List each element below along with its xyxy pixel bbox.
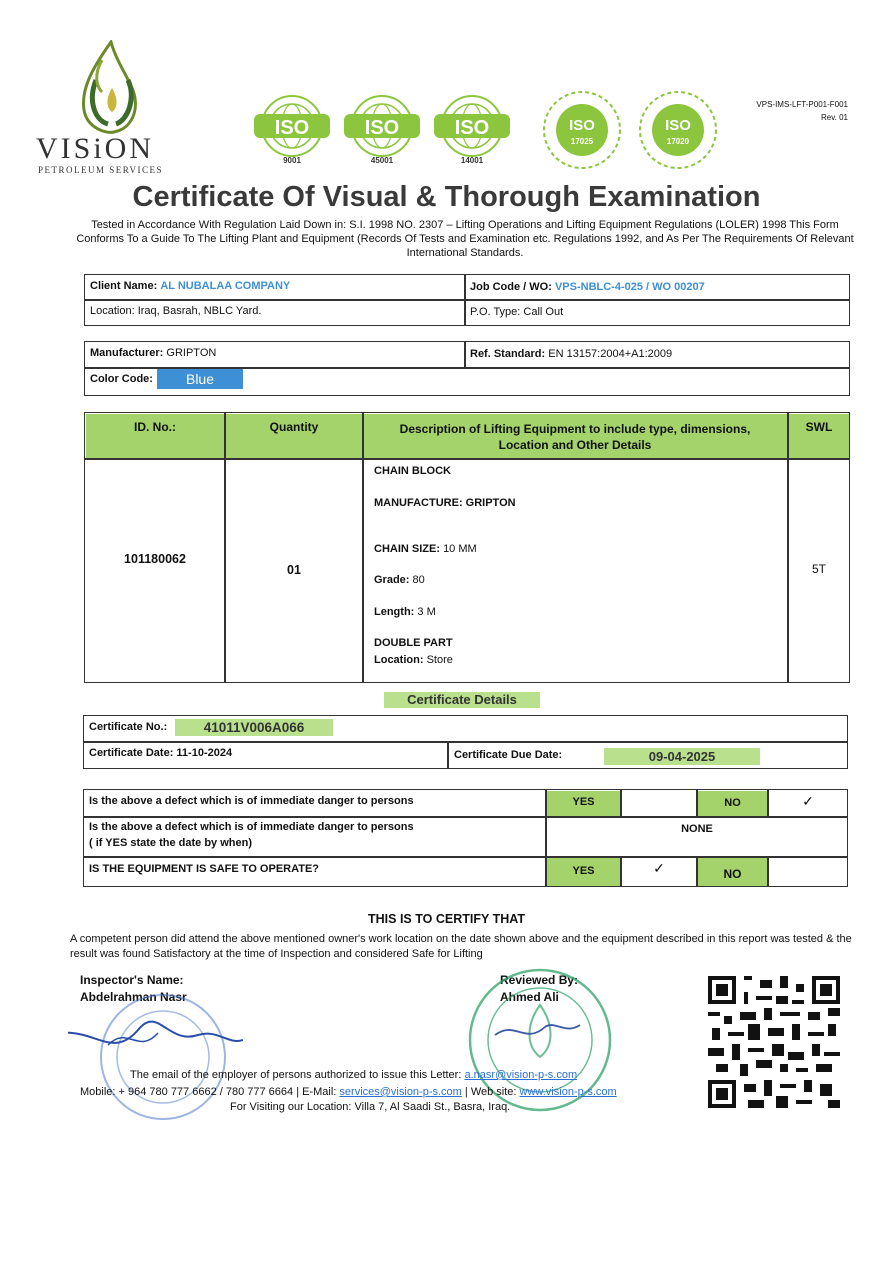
brand-name: VISiON xyxy=(36,132,155,165)
certificate-date-row xyxy=(89,747,232,759)
equipment-swl: 5T xyxy=(811,562,826,576)
iso-label: ISO xyxy=(364,117,400,139)
length-value: 3 M xyxy=(417,606,436,618)
certificate-no-label: Certificate No.: xyxy=(89,721,168,733)
iso-45001-badge xyxy=(340,88,424,172)
revision-text: Rev. 01 xyxy=(821,113,848,122)
certificate-no-value: 41011V006A066 xyxy=(175,719,333,736)
location-text: Location: Iraq, Basrah, NBLC Yard. xyxy=(90,305,262,317)
certificate-due-value: 09-04-2025 xyxy=(604,748,760,765)
q1-no-checkmark: ✓ xyxy=(802,793,814,809)
iso-globe-icon xyxy=(430,88,514,158)
doc-code-text: VPS-IMS-LFT-P001-F001 xyxy=(756,100,848,109)
certificate-date-label: Certificate Date: xyxy=(89,747,174,759)
inspector-email-link[interactable]: a.nasr@vision-p-s.com xyxy=(464,1069,578,1081)
q1-yes-label: YES xyxy=(572,796,595,808)
color-code-label: Color Code: xyxy=(90,373,153,385)
q3-yes-label: YES xyxy=(572,865,595,877)
iso-globe-icon xyxy=(250,88,334,158)
iso-label: ISO xyxy=(665,117,691,134)
equipment-quantity: 01 xyxy=(287,563,301,577)
header-swl: SWL xyxy=(805,420,833,434)
certificate-subtitle: Tested in Accordance With Regulation Laid Down in: S.I. 1998 NO. 2307 – Lifting Operations and Lifting Equipment Regulations (LOLER) 1998 This Form Conforms To a Guide To The Lifting Plant and Equipment (Records Of Tests and Examination etc. Regulations 1992, and As Per The Requirements Of Relevant International Standards. xyxy=(76,219,854,259)
mobile-text: Mobile: + 964 780 777 6662 / 780 777 6664 | E-Mail: xyxy=(80,1086,337,1098)
desc-location-label: Location: xyxy=(374,654,424,666)
iso-number: 14001 xyxy=(460,156,484,165)
chain-size-value: 10 MM xyxy=(443,543,477,555)
question-3: IS THE EQUIPMENT IS SAFE TO OPERATE? xyxy=(89,863,320,875)
certified-seal-icon xyxy=(636,88,720,172)
client-name-row xyxy=(90,280,290,292)
job-code-row xyxy=(470,281,705,293)
iso-label: ISO xyxy=(569,117,595,134)
desc-part: DOUBLE PART xyxy=(374,637,453,649)
header-id: ID. No.: xyxy=(134,420,176,434)
color-code-swatch: Blue xyxy=(157,369,243,389)
certify-title: THIS IS TO CERTIFY THAT xyxy=(368,912,525,926)
chain-size-label: CHAIN SIZE: xyxy=(374,543,440,555)
color-code-row xyxy=(90,373,153,385)
qr-code-icon xyxy=(708,976,840,1108)
contact-line xyxy=(80,1086,617,1098)
brand-subtitle: PETROLEUM SERVICES xyxy=(38,165,164,175)
manufacturer-value: GRIPTON xyxy=(166,347,217,359)
certified-seal-icon xyxy=(540,88,624,172)
header-quantity: Quantity xyxy=(269,420,319,434)
grade-value: 80 xyxy=(412,574,425,586)
ref-standard-label: Ref. Standard: xyxy=(470,348,546,360)
drop-leaf-logo-icon xyxy=(36,40,186,135)
reviewer-name: Ahmed Ali xyxy=(500,990,559,1004)
iso-label: ISO xyxy=(454,117,490,139)
iso-number: 9001 xyxy=(283,156,301,165)
desc-grade xyxy=(374,574,425,586)
desc-type: CHAIN BLOCK xyxy=(374,465,451,477)
certificate-date-value: 11-10-2024 xyxy=(176,747,233,759)
iso-number: 17020 xyxy=(666,137,690,146)
iso-number: 17025 xyxy=(570,137,594,146)
manufacturer-row xyxy=(90,347,216,359)
q3-no-label: NO xyxy=(723,867,742,881)
job-code-value: VPS-NBLC-4-025 / WO 00207 xyxy=(554,281,705,293)
iso-9001-badge xyxy=(250,88,334,172)
iso-label: ISO xyxy=(274,117,310,139)
document-code xyxy=(748,98,848,124)
certify-text: A competent person did attend the above mentioned owner's work location on the date shown above and the equipment described in this report was tested & the result was found Satisfactory at the time of Inspection and considered Safe for Lifting xyxy=(70,933,852,960)
email-authorization-line xyxy=(130,1069,577,1081)
question-2-answer: NONE xyxy=(681,823,713,835)
ref-standard-value: EN 13157:2004+A1:2009 xyxy=(548,348,673,360)
iso-17025-badge xyxy=(540,88,624,172)
visit-location-text: For Visiting our Location: Villa 7, Al Saadi St., Basra, Iraq. xyxy=(230,1101,511,1113)
grade-label: Grade: xyxy=(374,574,410,586)
desc-manufacture: MANUFACTURE: GRIPTON xyxy=(374,497,516,509)
desc-location xyxy=(374,654,453,666)
desc-chain-size xyxy=(374,543,477,555)
header-description: Description of Lifting Equipment to include type, dimensions, Location and Other Details xyxy=(399,422,751,452)
reviewer-label: Reviewed By: xyxy=(500,973,579,987)
inspector-stamp-icon xyxy=(68,985,243,1125)
web-label: | Web site: xyxy=(464,1086,517,1098)
website-link[interactable]: www.vision-p-s.com xyxy=(519,1086,617,1098)
iso-14001-badge xyxy=(430,88,514,172)
client-name-label: Client Name: xyxy=(90,280,158,292)
manufacturer-label: Manufacturer: xyxy=(90,347,164,359)
question-2-line2: ( if YES state the date by when) xyxy=(89,837,252,849)
inspector-label: Inspector's Name: xyxy=(80,973,184,987)
equipment-id: 101180062 xyxy=(124,552,186,566)
iso-number: 45001 xyxy=(370,156,394,165)
inspector-name: Abdelrahman Nasr xyxy=(80,990,187,1004)
client-name-value: AL NUBALAA COMPANY xyxy=(160,280,291,292)
ref-standard-row xyxy=(470,348,672,360)
company-logo xyxy=(36,40,186,180)
question-2-line1: Is the above a defect which is of immediate danger to persons xyxy=(89,821,414,833)
certificate-title: Certificate Of Visual & Thorough Examination xyxy=(132,181,761,213)
iso-17020-badge xyxy=(636,88,720,172)
certificate-details-title: Certificate Details xyxy=(384,692,540,708)
desc-length xyxy=(374,606,436,618)
services-email-link[interactable]: services@vision-p-s.com xyxy=(339,1086,462,1098)
job-code-label: Job Code / WO: xyxy=(470,281,552,293)
length-label: Length: xyxy=(374,606,415,618)
q3-yes-checkmark: ✓ xyxy=(653,860,665,876)
po-type-text: P.O. Type: Call Out xyxy=(470,306,564,318)
email-authorization-text: The email of the employer of persons authorized to issue this Letter: xyxy=(130,1069,462,1081)
desc-location-value: Store xyxy=(426,654,453,666)
question-1: Is the above a defect which is of immediate danger to persons xyxy=(89,795,414,807)
iso-globe-icon xyxy=(340,88,424,158)
certificate-due-label: Certificate Due Date: xyxy=(454,749,563,761)
q1-no-label: NO xyxy=(724,797,741,809)
